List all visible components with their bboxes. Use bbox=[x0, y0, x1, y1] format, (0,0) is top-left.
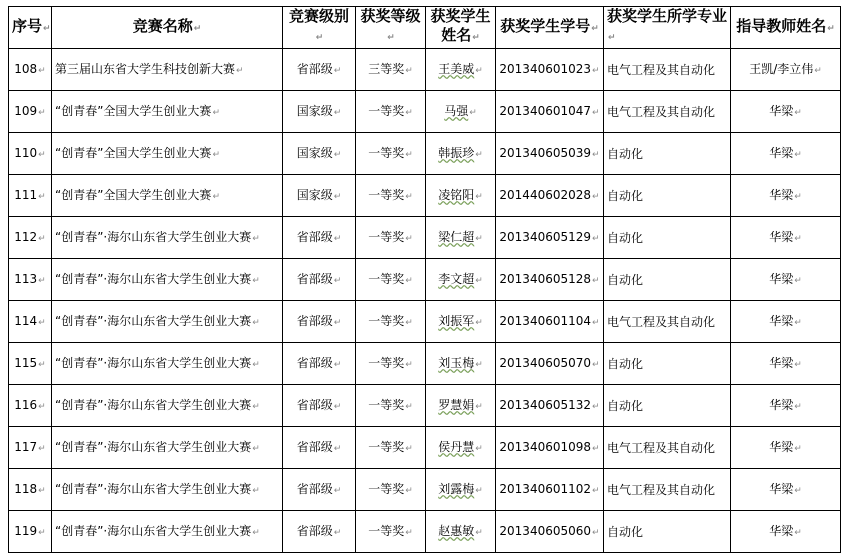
header-major: 获奖学生所学专业↵ bbox=[604, 7, 731, 49]
cell-level: 省部级↵ bbox=[283, 469, 356, 511]
cell-grade: 一等奖↵ bbox=[356, 301, 426, 343]
cell-level: 省部级↵ bbox=[283, 427, 356, 469]
cell-student: 罗慧娟↵ bbox=[426, 385, 496, 427]
cell-student: 刘玉梅↵ bbox=[426, 343, 496, 385]
cell-level: 省部级↵ bbox=[283, 511, 356, 553]
header-competition: 竞赛名称↵ bbox=[52, 7, 283, 49]
cell-teacher: 华梁↵ bbox=[731, 385, 841, 427]
cell-student-id: 201340605129↵ bbox=[496, 217, 604, 259]
cell-student: 梁仁超↵ bbox=[426, 217, 496, 259]
cell-major: 自动化 bbox=[604, 133, 731, 175]
cell-student: 赵惠敏↵ bbox=[426, 511, 496, 553]
cell-major: 电气工程及其自动化 bbox=[604, 469, 731, 511]
cell-competition: “创青春”全国大学生创业大赛↵ bbox=[52, 91, 283, 133]
cell-competition: “创青春”·海尔山东省大学生创业大赛↵ bbox=[52, 469, 283, 511]
cell-student: 刘露梅↵ bbox=[426, 469, 496, 511]
table-row bbox=[9, 49, 841, 91]
cell-student: 李文超↵ bbox=[426, 259, 496, 301]
cell-major: 电气工程及其自动化 bbox=[604, 301, 731, 343]
table-row bbox=[9, 91, 841, 133]
cell-teacher: 华梁↵ bbox=[731, 259, 841, 301]
cell-student-id: 201340601047↵ bbox=[496, 91, 604, 133]
cell-level: 国家级↵ bbox=[283, 133, 356, 175]
cell-grade: 一等奖↵ bbox=[356, 217, 426, 259]
cell-student-id: 201340605070↵ bbox=[496, 343, 604, 385]
cell-major: 电气工程及其自动化 bbox=[604, 91, 731, 133]
header-row bbox=[9, 7, 841, 49]
cell-level: 省部级↵ bbox=[283, 259, 356, 301]
cell-seq: 113↵ bbox=[9, 259, 52, 301]
cell-major: 电气工程及其自动化 bbox=[604, 427, 731, 469]
cell-teacher: 华梁↵ bbox=[731, 217, 841, 259]
table-row bbox=[9, 469, 841, 511]
table-row bbox=[9, 259, 841, 301]
cell-student-id: 201340605039↵ bbox=[496, 133, 604, 175]
cell-major: 自动化 bbox=[604, 343, 731, 385]
cell-major: 自动化 bbox=[604, 175, 731, 217]
table-row bbox=[9, 511, 841, 553]
cell-seq: 111↵ bbox=[9, 175, 52, 217]
award-table bbox=[8, 6, 841, 553]
cell-level: 省部级↵ bbox=[283, 343, 356, 385]
cell-student-id: 201340605132↵ bbox=[496, 385, 604, 427]
cell-seq: 114↵ bbox=[9, 301, 52, 343]
header-teacher: 指导教师姓名↵ bbox=[731, 7, 841, 49]
table-row bbox=[9, 343, 841, 385]
cell-competition: “创青春”·海尔山东省大学生创业大赛↵ bbox=[52, 343, 283, 385]
header-level: 竞赛级别↵ bbox=[283, 7, 356, 49]
cell-level: 国家级↵ bbox=[283, 175, 356, 217]
table-row bbox=[9, 133, 841, 175]
cell-competition: “创青春”全国大学生创业大赛↵ bbox=[52, 133, 283, 175]
cell-competition: “创青春”·海尔山东省大学生创业大赛↵ bbox=[52, 385, 283, 427]
cell-major: 自动化 bbox=[604, 259, 731, 301]
cell-seq: 115↵ bbox=[9, 343, 52, 385]
cell-student: 韩振珍↵ bbox=[426, 133, 496, 175]
award-table-body bbox=[9, 49, 841, 553]
cell-level: 国家级↵ bbox=[283, 91, 356, 133]
cell-teacher: 华梁↵ bbox=[731, 427, 841, 469]
cell-teacher: 华梁↵ bbox=[731, 175, 841, 217]
cell-competition: “创青春”·海尔山东省大学生创业大赛↵ bbox=[52, 301, 283, 343]
cell-student-id: 201340605128↵ bbox=[496, 259, 604, 301]
cell-major: 自动化 bbox=[604, 385, 731, 427]
cell-grade: 三等奖↵ bbox=[356, 49, 426, 91]
cell-grade: 一等奖↵ bbox=[356, 91, 426, 133]
cell-competition: “创青春”·海尔山东省大学生创业大赛↵ bbox=[52, 511, 283, 553]
cell-seq: 117↵ bbox=[9, 427, 52, 469]
cell-competition: “创青春”·海尔山东省大学生创业大赛↵ bbox=[52, 259, 283, 301]
cell-grade: 一等奖↵ bbox=[356, 427, 426, 469]
cell-grade: 一等奖↵ bbox=[356, 259, 426, 301]
cell-grade: 一等奖↵ bbox=[356, 511, 426, 553]
cell-seq: 119↵ bbox=[9, 511, 52, 553]
cell-teacher: 华梁↵ bbox=[731, 469, 841, 511]
cell-level: 省部级↵ bbox=[283, 385, 356, 427]
table-row bbox=[9, 301, 841, 343]
cell-level: 省部级↵ bbox=[283, 301, 356, 343]
cell-major: 自动化 bbox=[604, 511, 731, 553]
header-student-id: 获奖学生学号↵ bbox=[496, 7, 604, 49]
cell-seq: 108↵ bbox=[9, 49, 52, 91]
cell-seq: 109↵ bbox=[9, 91, 52, 133]
cell-grade: 一等奖↵ bbox=[356, 133, 426, 175]
cell-competition: 第三届山东省大学生科技创新大赛↵ bbox=[52, 49, 283, 91]
table-row bbox=[9, 217, 841, 259]
cell-teacher: 华梁↵ bbox=[731, 343, 841, 385]
cell-student-id: 201340605060↵ bbox=[496, 511, 604, 553]
cell-grade: 一等奖↵ bbox=[356, 343, 426, 385]
cell-grade: 一等奖↵ bbox=[356, 385, 426, 427]
cell-level: 省部级↵ bbox=[283, 49, 356, 91]
cell-student: 侯丹慧↵ bbox=[426, 427, 496, 469]
table-row bbox=[9, 175, 841, 217]
cell-teacher: 王凯/李立伟↵ bbox=[731, 49, 841, 91]
cell-student: 王美威↵ bbox=[426, 49, 496, 91]
cell-competition: “创青春”·海尔山东省大学生创业大赛↵ bbox=[52, 217, 283, 259]
cell-student: 凌铭阳↵ bbox=[426, 175, 496, 217]
cell-seq: 116↵ bbox=[9, 385, 52, 427]
cell-teacher: 华梁↵ bbox=[731, 133, 841, 175]
cell-student: 马强↵ bbox=[426, 91, 496, 133]
cell-competition: “创青春”·海尔山东省大学生创业大赛↵ bbox=[52, 427, 283, 469]
cell-student-id: 201340601098↵ bbox=[496, 427, 604, 469]
header-student: 获奖学生姓名↵ bbox=[426, 7, 496, 49]
table-row bbox=[9, 427, 841, 469]
cell-grade: 一等奖↵ bbox=[356, 469, 426, 511]
cell-grade: 一等奖↵ bbox=[356, 175, 426, 217]
cell-student-id: 201440602028↵ bbox=[496, 175, 604, 217]
header-grade: 获奖等级↵ bbox=[356, 7, 426, 49]
cell-level: 省部级↵ bbox=[283, 217, 356, 259]
cell-student-id: 201340601023↵ bbox=[496, 49, 604, 91]
cell-teacher: 华梁↵ bbox=[731, 301, 841, 343]
cell-seq: 118↵ bbox=[9, 469, 52, 511]
cell-major: 自动化 bbox=[604, 217, 731, 259]
table-row bbox=[9, 385, 841, 427]
cell-teacher: 华梁↵ bbox=[731, 91, 841, 133]
cell-seq: 110↵ bbox=[9, 133, 52, 175]
header-seq: 序号↵ bbox=[9, 7, 52, 49]
cell-teacher: 华梁↵ bbox=[731, 511, 841, 553]
cell-student-id: 201340601104↵ bbox=[496, 301, 604, 343]
cell-major: 电气工程及其自动化 bbox=[604, 49, 731, 91]
cell-seq: 112↵ bbox=[9, 217, 52, 259]
cell-student-id: 201340601102↵ bbox=[496, 469, 604, 511]
cell-competition: “创青春”全国大学生创业大赛↵ bbox=[52, 175, 283, 217]
cell-student: 刘振军↵ bbox=[426, 301, 496, 343]
